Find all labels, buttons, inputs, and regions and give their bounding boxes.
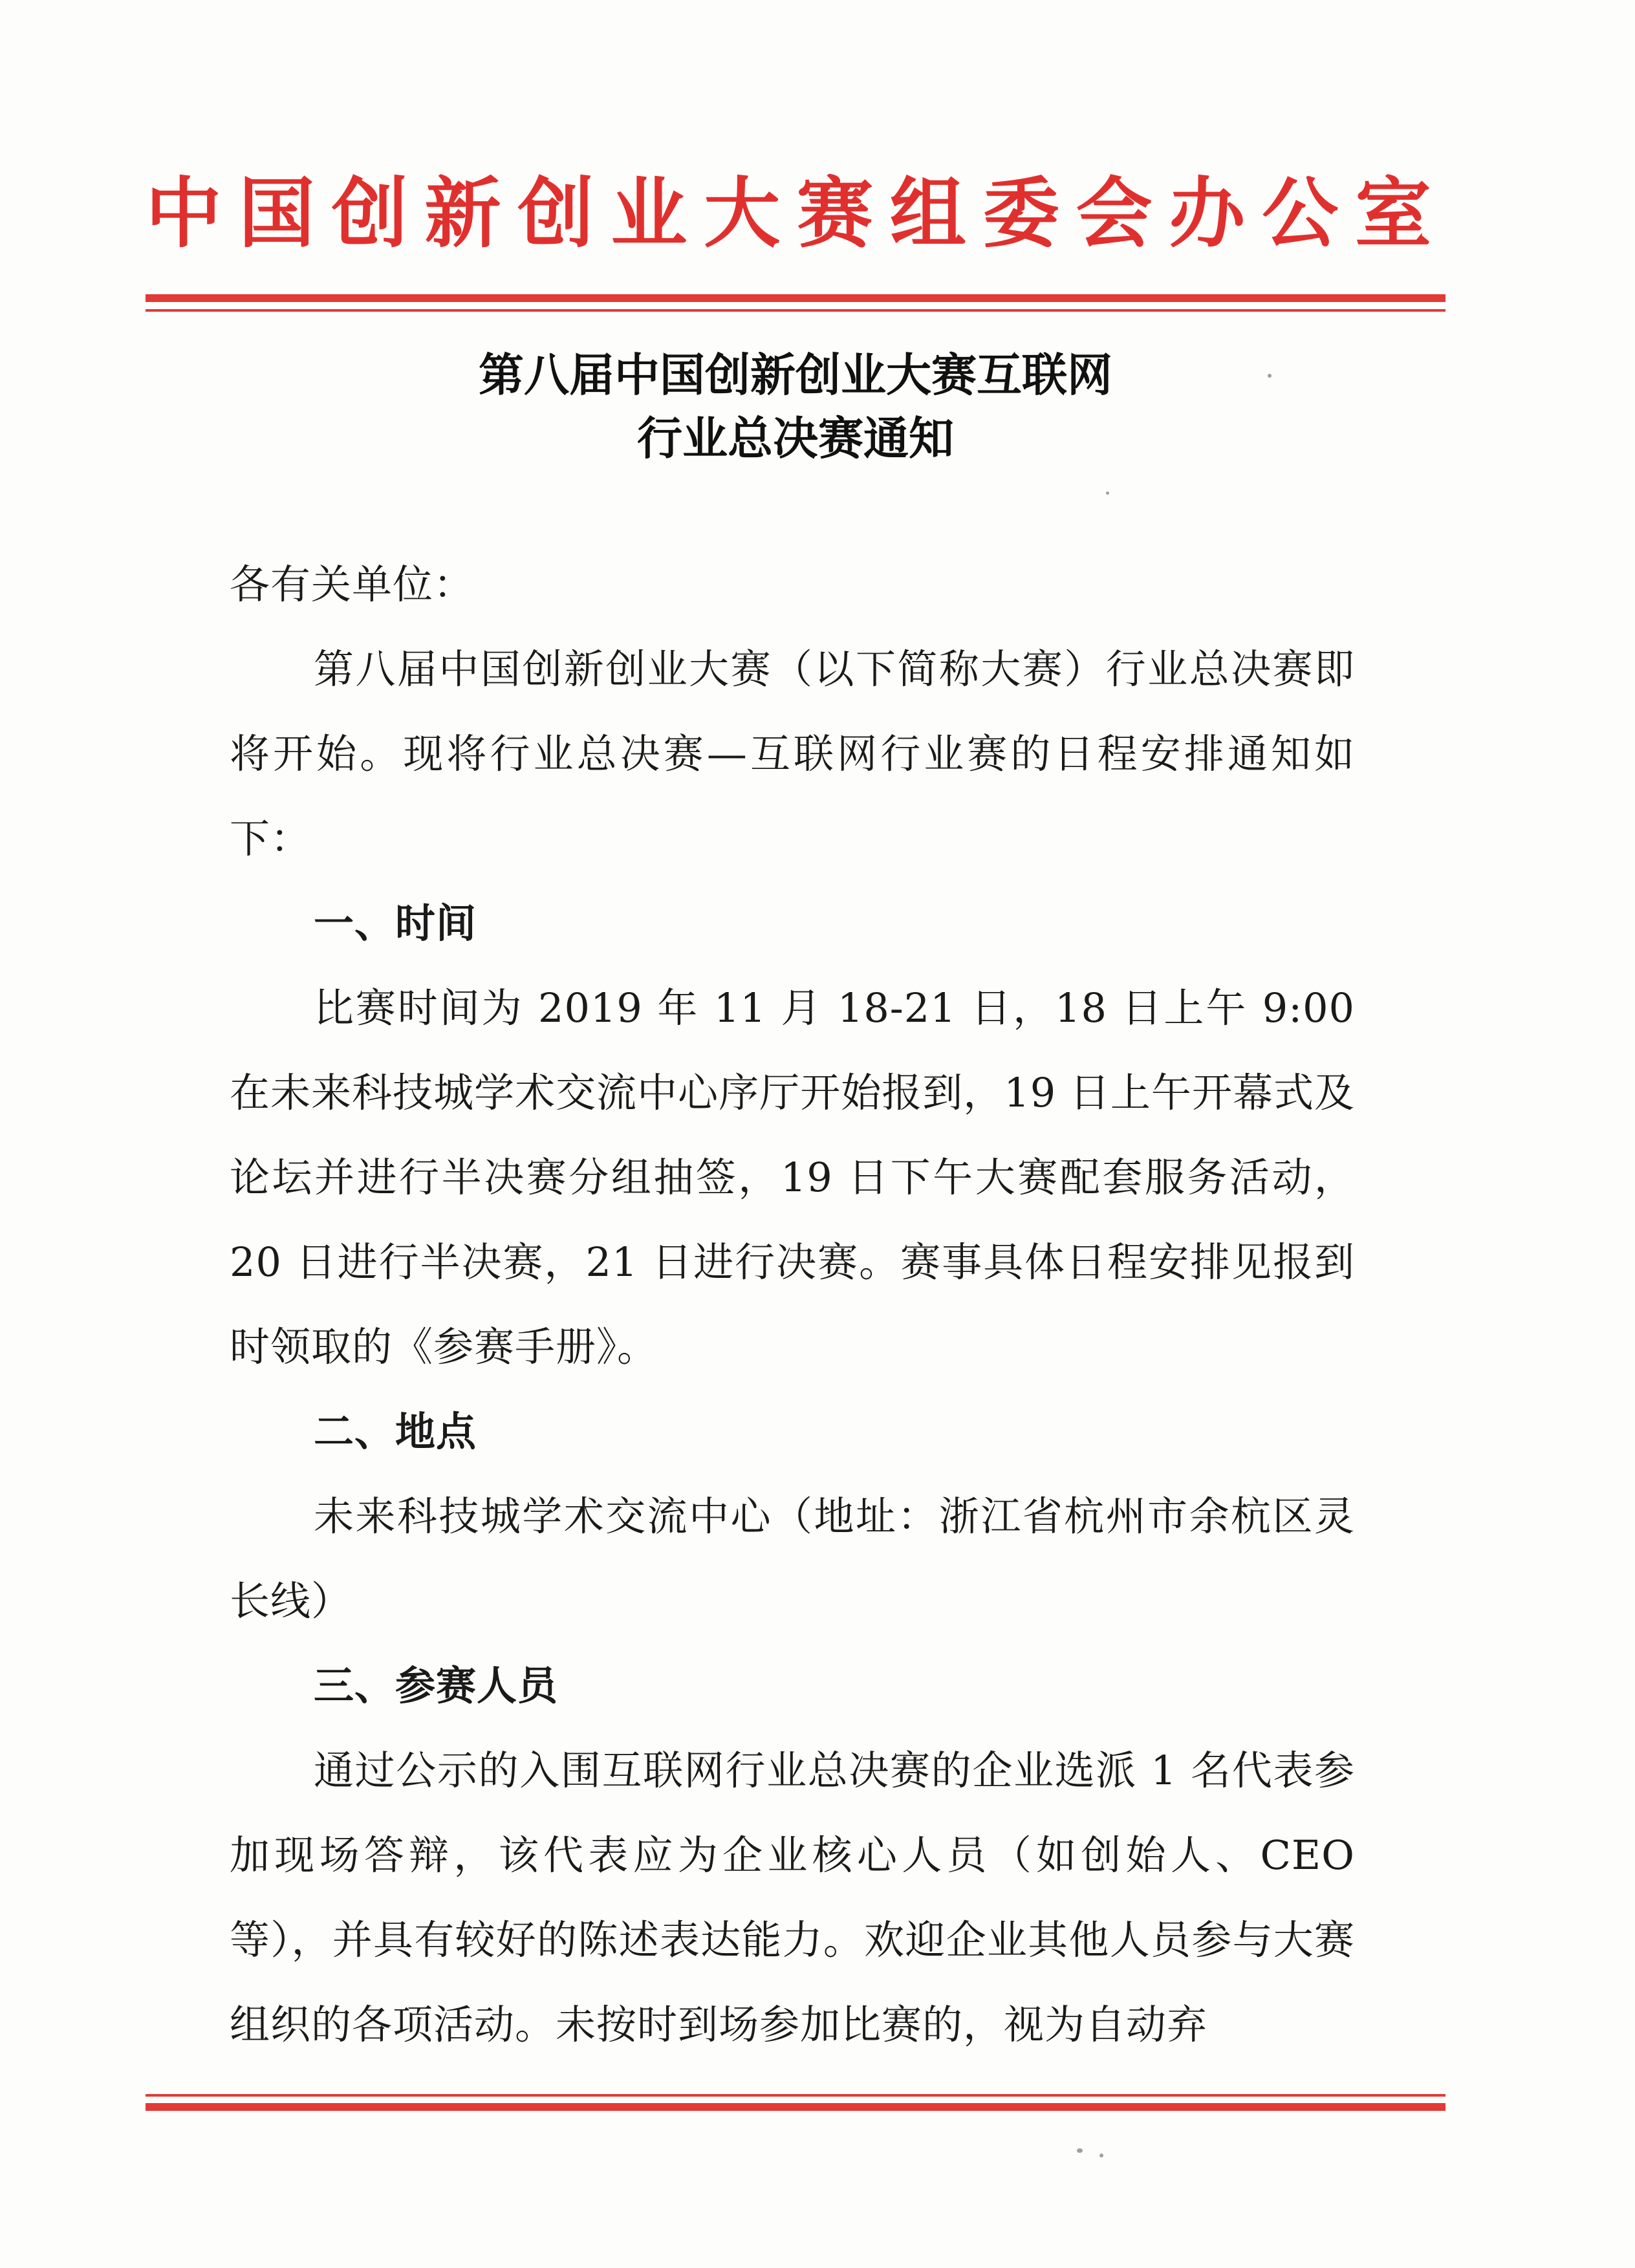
section-heading-participants: 三、参赛人员 [314, 1662, 559, 1709]
scan-speck [1268, 374, 1272, 378]
document-body [230, 542, 1355, 2067]
document-title-line-1: 第八届中国创新创业大赛互联网 [479, 349, 1112, 402]
salutation: 各有关单位： [230, 561, 475, 608]
scan-speck [1106, 491, 1109, 495]
document-title-line-2: 行业总决赛通知 [637, 412, 954, 465]
footer-rule-thin [146, 2094, 1446, 2097]
section-body-location: 未来科技城学术交流中心（地址：浙江省杭州市余杭区灵长线） [230, 1493, 1355, 1625]
letterhead-org-name: 中国创新创业大赛组委会办公室 [146, 168, 1439, 258]
letterhead-rule-thin [146, 309, 1446, 312]
footer-rule-thick [146, 2103, 1446, 2111]
scan-speck [1077, 2148, 1083, 2153]
section-heading-time: 一、时间 [314, 900, 477, 947]
letterhead-rule-thick [146, 294, 1446, 302]
section-heading-location: 二、地点 [314, 1408, 477, 1455]
scan-speck [1099, 2154, 1103, 2157]
intro-paragraph: 第八届中国创新创业大赛（以下简称大赛）行业总决赛即将开始。现将行业总决赛—互联网行业赛的日程安排通知如下： [230, 645, 1355, 862]
section-body-participants: 通过公示的入围互联网行业总决赛的企业选派 1 名代表参加现场答辩，该代表应为企业核心人员（如创始人、CEO等），并具有较好的陈述表达能力。欢迎企业其他人员参与大赛组织的各项活动。未按时到场参加比赛的，视为自动弃 [230, 1747, 1355, 2048]
section-body-time: 比赛时间为 2019 年 11 月 18-21 日，18 日上午 9:00 在未来科技城学术交流中心序厅开始报到，19 日上午开幕式及论坛并进行半决赛分组抽签，19 日下午大赛配套服务活动，20 日进行半决赛，21 日进行决赛。赛事具体日程安排见报到时领取的《参赛手册》。 [230, 984, 1355, 1370]
